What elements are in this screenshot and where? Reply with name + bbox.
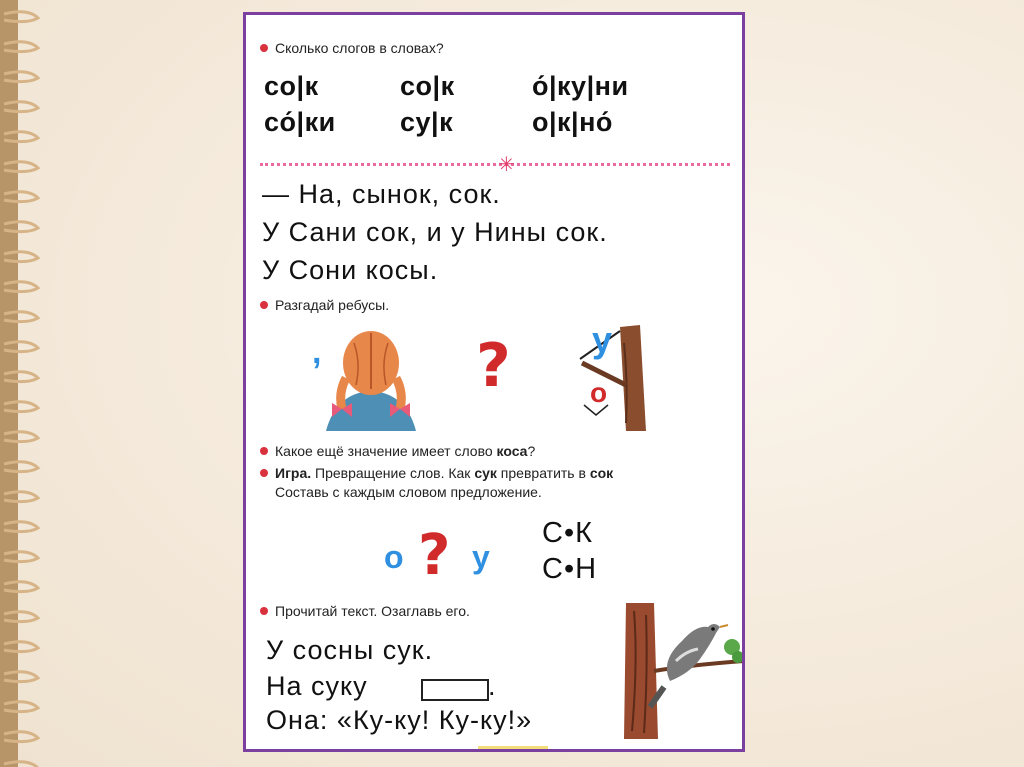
task-meaning-word: коса [496, 443, 528, 459]
dotted-divider [260, 163, 730, 166]
word-sok-1: со|к [264, 71, 319, 101]
task-bullet [260, 301, 268, 309]
reading1-line2: У Сани сок, и у Нины сок. [262, 217, 608, 247]
task-bullet [260, 469, 268, 477]
task-bullet [260, 44, 268, 52]
blank-box [421, 679, 489, 701]
task-game-label: Игра. [275, 465, 312, 481]
spiral-binding [0, 0, 48, 767]
word-okno: о|к|но́ [532, 107, 613, 137]
word-okuni: о́|ку|ни [532, 71, 629, 101]
page-bottom-mark [478, 746, 548, 752]
word-sok-2: со|к [400, 71, 455, 101]
rebus-letter-o: о [590, 377, 608, 408]
task-meaning-end: ? [527, 443, 536, 459]
cuckoo-on-tree-illustration [620, 601, 744, 741]
game-pattern-sk: С•К [542, 517, 593, 549]
task-read-text: Прочитай текст. Озаглавь его. [275, 603, 470, 619]
rebus-comma: , [312, 333, 322, 371]
reading2-line2-end: . [488, 671, 497, 701]
game-question-mark: ? [418, 523, 451, 588]
word-suk: су|к [400, 107, 454, 137]
girl-braids-illustration [316, 323, 426, 433]
task-rebus-text: Разгадай ребусы. [275, 297, 390, 313]
task-game-text2: превратить в [496, 465, 590, 481]
word-soki: со́|ки [264, 107, 336, 137]
task-meaning-text: Какое ещё значение имеет слово [275, 443, 497, 459]
game-letter-o: о [384, 539, 404, 575]
divider-star-icon: ✳ [498, 154, 515, 176]
task-game-text: Превращение слов. Как [311, 465, 475, 481]
game-letter-u: у [472, 539, 490, 575]
reading1-line3: У Сони косы. [262, 255, 439, 285]
task-syllables-text: Сколько слогов в словах? [275, 40, 444, 56]
task-rebus [260, 297, 389, 313]
task-bullet [260, 447, 268, 455]
task-game-line2: Составь с каждым словом предложение. [275, 484, 542, 500]
rebus-question-mark: ? [476, 331, 511, 401]
task-game-word2: сок [589, 465, 614, 481]
task-game-word1: сук [474, 465, 497, 481]
task-bullet [260, 607, 268, 615]
task-syllables [260, 40, 444, 56]
reading2-line3: Она: «Ку-ку! Ку-ку!» [266, 705, 533, 735]
game-pattern-sn: С•Н [542, 553, 598, 585]
reading1-line1: — На, сынок, сок. [262, 179, 501, 209]
reading2-line2-start: На суку [266, 671, 368, 701]
task-read [260, 603, 470, 619]
rebus-letter-u: у [592, 319, 613, 360]
reading2-line1: У сосны сук. [266, 635, 434, 665]
task-meaning [260, 443, 535, 459]
textbook-page [243, 12, 745, 752]
task-game [260, 465, 613, 481]
